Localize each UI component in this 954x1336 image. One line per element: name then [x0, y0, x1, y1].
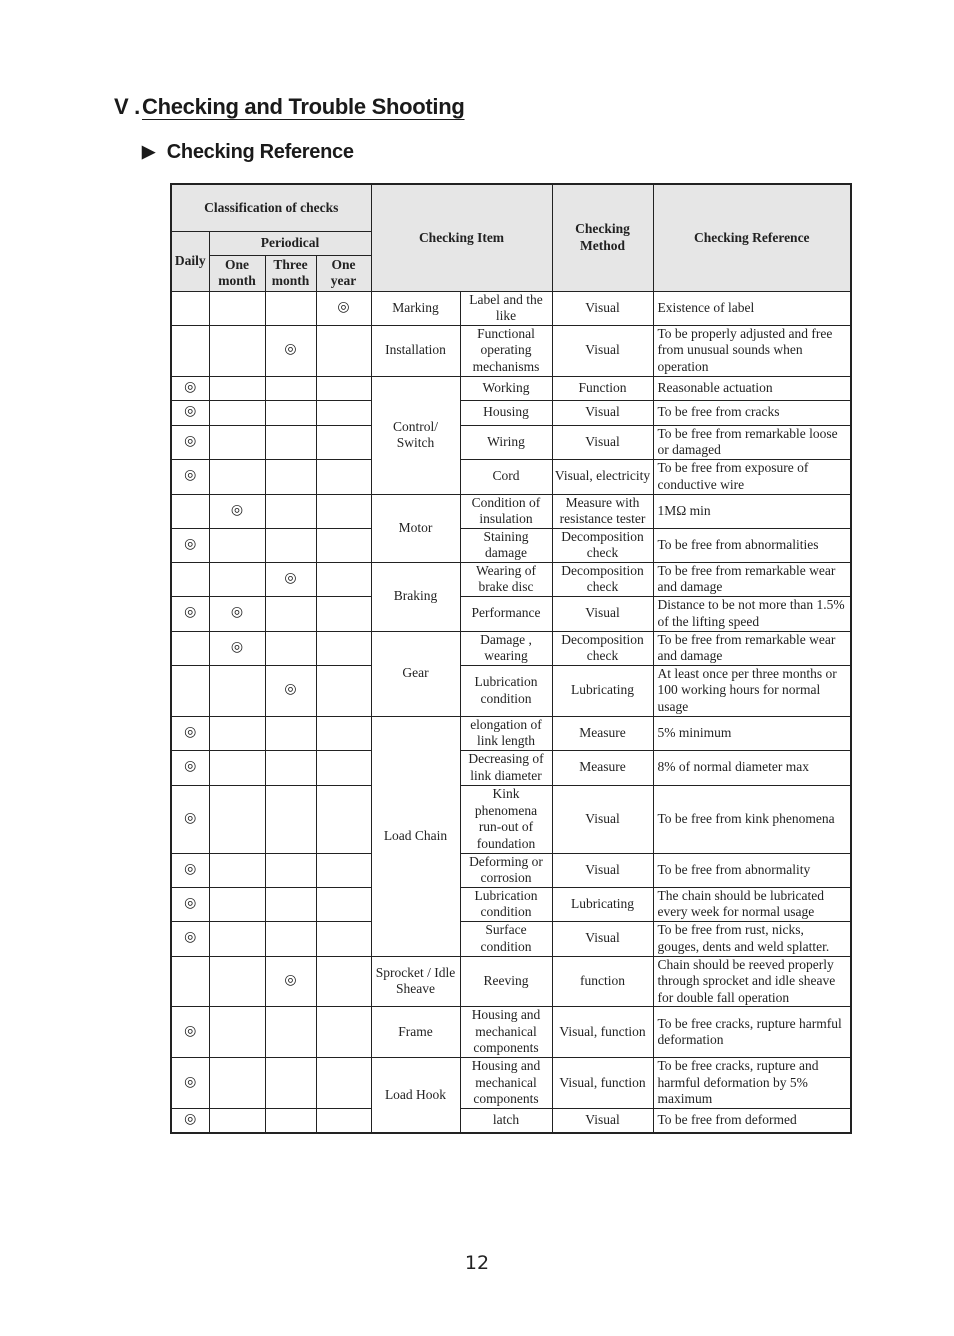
- method-cell: Measure with resistance tester: [552, 494, 653, 528]
- three-month-cell: [265, 785, 316, 853]
- one-year-cell: [316, 425, 371, 459]
- three-month-cell: [265, 853, 316, 887]
- method-cell: Visual, function: [552, 1058, 653, 1109]
- one-year-cell: [316, 716, 371, 750]
- one-year-cell: [316, 631, 371, 665]
- method-cell: Decomposition check: [552, 562, 653, 596]
- one-year-cell: [316, 494, 371, 528]
- one-month-cell: [209, 1109, 265, 1133]
- three-month-cell: [265, 887, 316, 921]
- triangle-arrow-icon: ▶: [142, 142, 155, 161]
- check-item-cell: Housing and mechanical components: [460, 1007, 552, 1058]
- component-cell: Marking: [371, 291, 460, 325]
- reference-cell: To be properly adjusted and free from unusual sounds when operation: [653, 325, 851, 376]
- method-cell: Visual: [552, 291, 653, 325]
- method-cell: Visual: [552, 853, 653, 887]
- one-month-cell: [209, 325, 265, 376]
- one-month-cell: ◎: [209, 494, 265, 528]
- table-row: [171, 921, 851, 956]
- check-item-cell: latch: [460, 1109, 552, 1133]
- method-cell: Visual: [552, 425, 653, 459]
- daily-cell: ◎: [171, 921, 209, 956]
- three-month-cell: [265, 1058, 316, 1109]
- table-row: [171, 400, 851, 425]
- reference-cell: To be free cracks, rupture and harmful deformation by 5% maximum: [653, 1058, 851, 1109]
- check-item-cell: Housing: [460, 400, 552, 425]
- one-month-cell: [209, 750, 265, 785]
- checking-method-header: Checking Method: [552, 184, 653, 291]
- three-month-cell: [265, 921, 316, 956]
- three-month-cell: [265, 400, 316, 425]
- daily-cell: ◎: [171, 596, 209, 631]
- one-year-cell: [316, 459, 371, 494]
- three-month-header: Three month: [265, 255, 316, 291]
- one-year-cell: [316, 562, 371, 596]
- table-body: [171, 291, 851, 1133]
- one-month-cell: [209, 921, 265, 956]
- method-cell: Decomposition check: [552, 631, 653, 665]
- method-cell: Lubricating: [552, 665, 653, 716]
- check-item-cell: Cord: [460, 459, 552, 494]
- check-item-cell: Condition of insulation: [460, 494, 552, 528]
- one-year-cell: ◎: [316, 291, 371, 325]
- reference-cell: To be free from remarkable wear and damage: [653, 631, 851, 665]
- reference-cell: Reasonable actuation: [653, 376, 851, 400]
- one-month-cell: [209, 376, 265, 400]
- daily-cell: ◎: [171, 750, 209, 785]
- reference-cell: To be free from abnormalities: [653, 528, 851, 562]
- check-item-cell: Functional operating mechanisms: [460, 325, 552, 376]
- three-month-cell: [265, 1109, 316, 1133]
- three-month-cell: [265, 459, 316, 494]
- component-cell: Motor: [371, 494, 460, 562]
- table-row: [171, 1109, 851, 1133]
- section-title: [142, 141, 354, 164]
- daily-cell: ◎: [171, 400, 209, 425]
- check-item-cell: Kink phenomena run-out of foundation: [460, 785, 552, 853]
- one-year-cell: [316, 921, 371, 956]
- daily-cell: ◎: [171, 459, 209, 494]
- daily-cell: ◎: [171, 853, 209, 887]
- daily-cell: [171, 956, 209, 1007]
- table-row: [171, 291, 851, 325]
- table-row: [171, 425, 851, 459]
- table-row: [171, 887, 851, 921]
- one-year-cell: [316, 1058, 371, 1109]
- method-cell: Visual: [552, 785, 653, 853]
- one-year-cell: [316, 400, 371, 425]
- table-row: [171, 716, 851, 750]
- one-month-cell: ◎: [209, 596, 265, 631]
- component-cell: Load Chain: [371, 716, 460, 956]
- check-item-cell: Wearing of brake disc: [460, 562, 552, 596]
- one-year-cell: [316, 785, 371, 853]
- periodical-header: Periodical: [209, 231, 371, 255]
- method-cell: Decomposition check: [552, 528, 653, 562]
- checking-reference-table: [170, 183, 852, 1134]
- three-month-cell: [265, 750, 316, 785]
- daily-cell: ◎: [171, 1058, 209, 1109]
- reference-cell: 1MΩ min: [653, 494, 851, 528]
- daily-cell: ◎: [171, 785, 209, 853]
- method-cell: Visual, electricity: [552, 459, 653, 494]
- one-year-header: One year: [316, 255, 371, 291]
- three-month-cell: [265, 528, 316, 562]
- method-cell: Visual: [552, 921, 653, 956]
- three-month-cell: [265, 716, 316, 750]
- daily-cell: ◎: [171, 376, 209, 400]
- one-year-cell: [316, 887, 371, 921]
- section-title-text: Checking Reference: [166, 141, 354, 163]
- one-month-cell: [209, 716, 265, 750]
- check-item-cell: Surface condition: [460, 921, 552, 956]
- one-year-cell: [316, 528, 371, 562]
- method-cell: Lubricating: [552, 887, 653, 921]
- component-cell: Control/ Switch: [371, 376, 460, 494]
- reference-cell: Distance to be not more than 1.5% of the lifting speed: [653, 596, 851, 631]
- one-year-cell: [316, 750, 371, 785]
- reference-cell: To be free cracks, rupture harmful deformation: [653, 1007, 851, 1058]
- component-cell: Installation: [371, 325, 460, 376]
- check-item-cell: Working: [460, 376, 552, 400]
- three-month-cell: [265, 376, 316, 400]
- one-month-cell: [209, 459, 265, 494]
- daily-cell: ◎: [171, 716, 209, 750]
- reference-cell: To be free from deformed: [653, 1109, 851, 1133]
- daily-cell: [171, 562, 209, 596]
- method-cell: Visual: [552, 400, 653, 425]
- checking-item-header: Checking Item: [371, 184, 552, 291]
- table-row: [171, 956, 851, 1007]
- one-year-cell: [316, 1109, 371, 1133]
- method-cell: Visual: [552, 325, 653, 376]
- one-month-cell: [209, 400, 265, 425]
- check-item-cell: elongation of link length: [460, 716, 552, 750]
- daily-cell: ◎: [171, 1007, 209, 1058]
- component-cell: Braking: [371, 562, 460, 631]
- one-month-cell: ◎: [209, 631, 265, 665]
- reference-cell: To be free from remarkable wear and damage: [653, 562, 851, 596]
- daily-cell: ◎: [171, 528, 209, 562]
- component-cell: Load Hook: [371, 1058, 460, 1133]
- page-number: 12: [464, 1252, 490, 1274]
- one-month-cell: [209, 887, 265, 921]
- one-year-cell: [316, 665, 371, 716]
- reference-cell: To be free from cracks: [653, 400, 851, 425]
- daily-header: Daily: [171, 231, 209, 291]
- three-month-cell: ◎: [265, 325, 316, 376]
- one-month-cell: [209, 528, 265, 562]
- daily-cell: [171, 665, 209, 716]
- reference-cell: To be free from exposure of conductive wire: [653, 459, 851, 494]
- table-row: [171, 1058, 851, 1109]
- daily-cell: [171, 631, 209, 665]
- three-month-cell: [265, 425, 316, 459]
- classification-header: Classification of checks: [171, 184, 371, 231]
- table-row: [171, 631, 851, 665]
- one-month-header: One month: [209, 255, 265, 291]
- check-item-cell: Reeving: [460, 956, 552, 1007]
- three-month-cell: [265, 596, 316, 631]
- reference-cell: Chain should be reeved properly through sprocket and idle sheave for double fall operation: [653, 956, 851, 1007]
- chapter-title: Checking and Trouble Shooting: [142, 94, 465, 119]
- daily-cell: ◎: [171, 887, 209, 921]
- daily-cell: ◎: [171, 1109, 209, 1133]
- table-row: [171, 596, 851, 631]
- daily-cell: [171, 325, 209, 376]
- table-row: [171, 853, 851, 887]
- one-month-cell: [209, 1058, 265, 1109]
- three-month-cell: ◎: [265, 562, 316, 596]
- three-month-cell: [265, 1007, 316, 1058]
- table-row: [171, 562, 851, 596]
- one-year-cell: [316, 853, 371, 887]
- page-title: [114, 94, 465, 120]
- reference-cell: At least once per three months or 100 working hours for normal usage: [653, 665, 851, 716]
- method-cell: Visual: [552, 596, 653, 631]
- check-item-cell: Performance: [460, 596, 552, 631]
- daily-cell: [171, 494, 209, 528]
- three-month-cell: [265, 494, 316, 528]
- check-item-cell: Staining damage: [460, 528, 552, 562]
- checking-reference-header: Checking Reference: [653, 184, 851, 291]
- method-cell: Function: [552, 376, 653, 400]
- check-item-cell: Damage , wearing: [460, 631, 552, 665]
- table-row: [171, 665, 851, 716]
- one-month-cell: [209, 853, 265, 887]
- component-cell: Gear: [371, 631, 460, 716]
- one-month-cell: [209, 1007, 265, 1058]
- three-month-cell: ◎: [265, 956, 316, 1007]
- check-item-cell: Wiring: [460, 425, 552, 459]
- one-year-cell: [316, 376, 371, 400]
- component-cell: Sprocket / Idle Sheave: [371, 956, 460, 1007]
- three-month-cell: [265, 631, 316, 665]
- one-month-cell: [209, 785, 265, 853]
- reference-cell: The chain should be lubricated every week for normal usage: [653, 887, 851, 921]
- reference-cell: 8% of normal diameter max: [653, 750, 851, 785]
- table-row: [171, 750, 851, 785]
- one-month-cell: [209, 665, 265, 716]
- reference-cell: To be free from abnormality: [653, 853, 851, 887]
- method-cell: Measure: [552, 750, 653, 785]
- check-item-cell: Housing and mechanical components: [460, 1058, 552, 1109]
- table-row: [171, 785, 851, 853]
- table-row: [171, 494, 851, 528]
- check-item-cell: Decreasing of link diameter: [460, 750, 552, 785]
- method-cell: function: [552, 956, 653, 1007]
- daily-cell: [171, 291, 209, 325]
- method-cell: Measure: [552, 716, 653, 750]
- three-month-cell: ◎: [265, 665, 316, 716]
- one-year-cell: [316, 596, 371, 631]
- table-row: [171, 376, 851, 400]
- reference-cell: To be free from kink phenomena: [653, 785, 851, 853]
- one-month-cell: [209, 291, 265, 325]
- reference-cell: 5% minimum: [653, 716, 851, 750]
- one-month-cell: [209, 956, 265, 1007]
- daily-cell: ◎: [171, 425, 209, 459]
- one-year-cell: [316, 1007, 371, 1058]
- chapter-number: V .: [114, 94, 140, 119]
- reference-cell: Existence of label: [653, 291, 851, 325]
- table-row: [171, 325, 851, 376]
- table-row: [171, 1007, 851, 1058]
- reference-cell: To be free from remarkable loose or damaged: [653, 425, 851, 459]
- one-year-cell: [316, 325, 371, 376]
- table-row: [171, 459, 851, 494]
- check-item-cell: Label and the like: [460, 291, 552, 325]
- one-month-cell: [209, 425, 265, 459]
- method-cell: Visual, function: [552, 1007, 653, 1058]
- component-cell: Frame: [371, 1007, 460, 1058]
- table-row: [171, 528, 851, 562]
- method-cell: Visual: [552, 1109, 653, 1133]
- check-item-cell: Lubrication condition: [460, 665, 552, 716]
- one-month-cell: [209, 562, 265, 596]
- check-item-cell: Deforming or corrosion: [460, 853, 552, 887]
- reference-cell: To be free from rust, nicks, gouges, dents and weld splatter.: [653, 921, 851, 956]
- check-item-cell: Lubrication condition: [460, 887, 552, 921]
- one-year-cell: [316, 956, 371, 1007]
- three-month-cell: [265, 291, 316, 325]
